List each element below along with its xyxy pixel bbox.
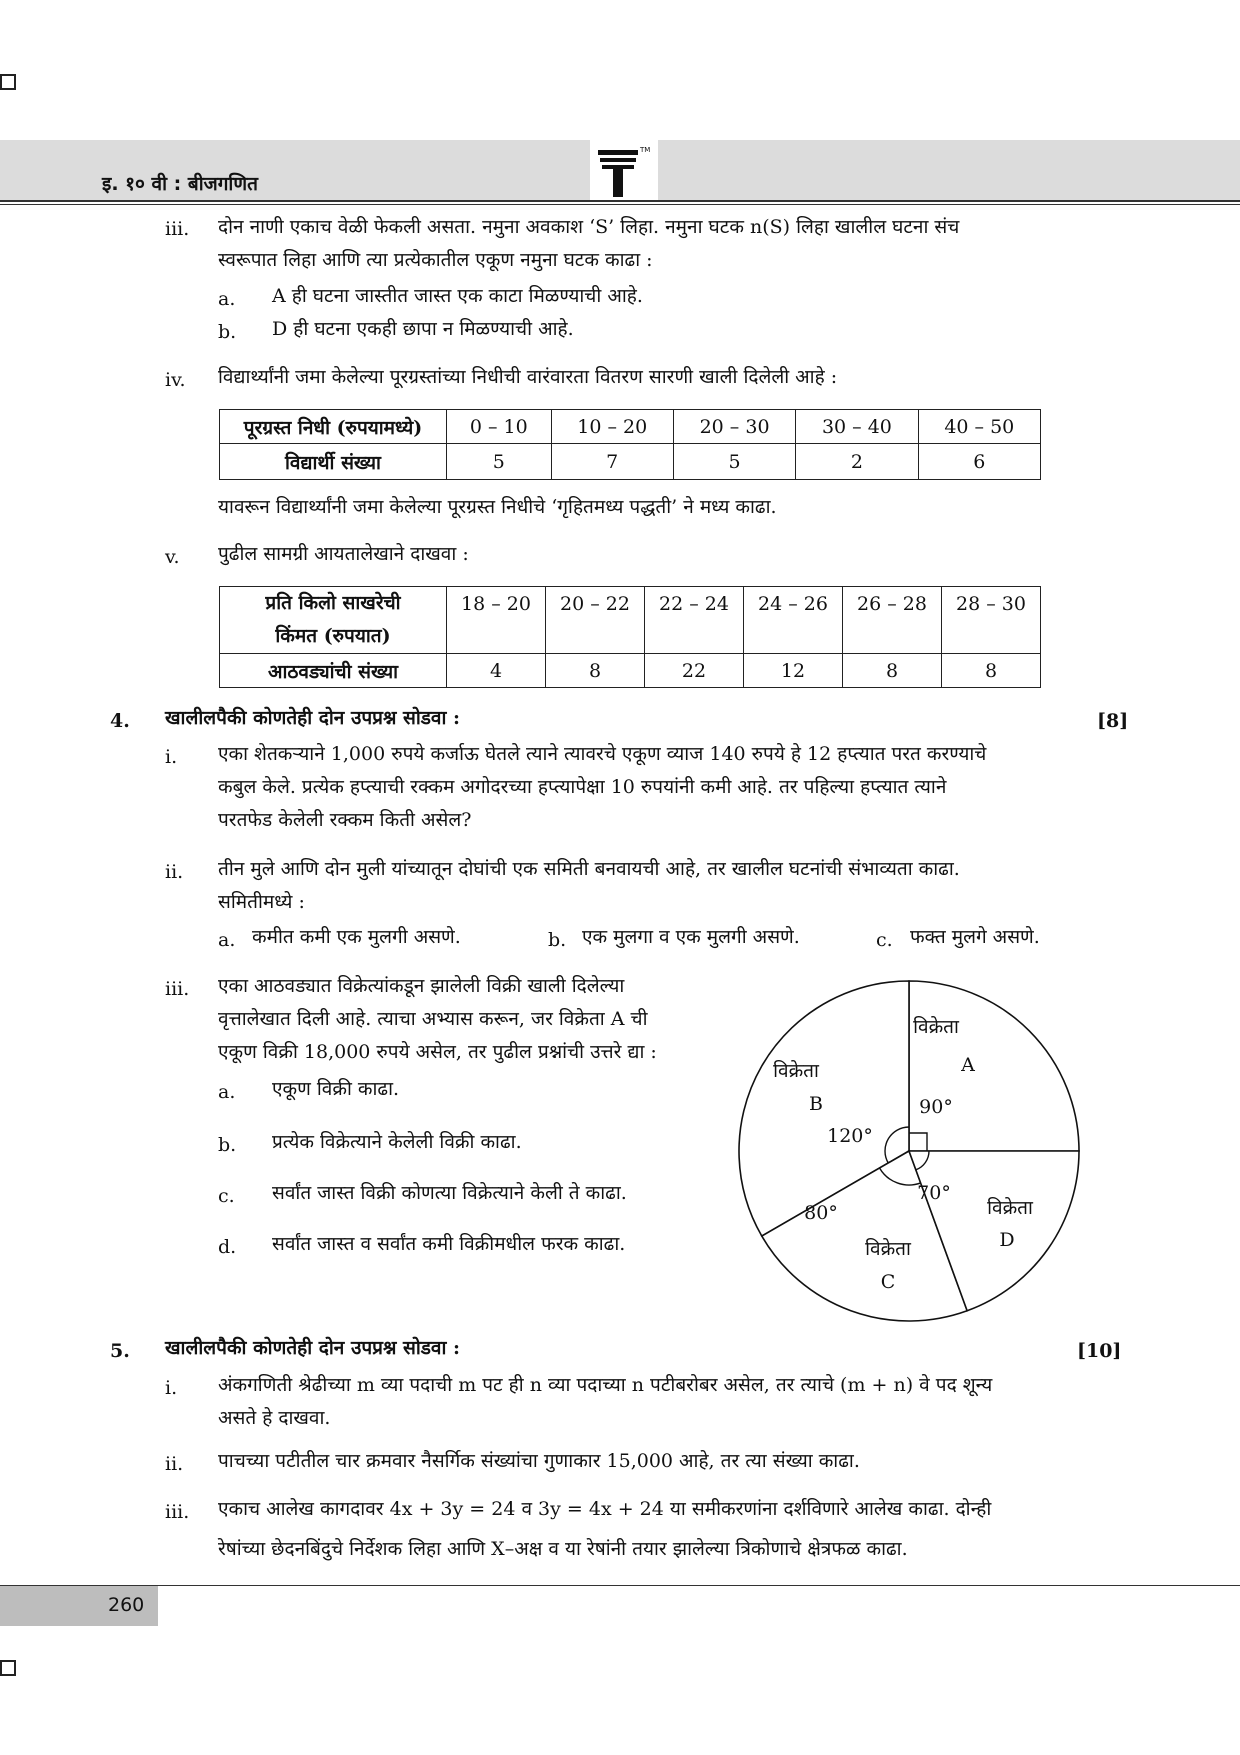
publisher-logo-icon: [590, 140, 658, 200]
table-cell: 20 – 30: [673, 410, 795, 444]
table-cell: 8: [942, 654, 1041, 688]
q3-iii-number: iii.: [165, 218, 190, 240]
q4-ii-line1: तीन मुले आणि दोन मुली यांच्यातून दोघांची एक समिती बनवायची आहे, तर खालील घटनांची संभाव्यता काढा.: [218, 858, 960, 880]
q4-i-line1: एका शेतकऱ्याने 1,000 रुपये कर्जाऊ घेतले त्याने त्यावरचे एकूण व्याज 140 रुपये हे 12 हप्त्यात परत करण्याचे: [218, 743, 987, 765]
slice-angle-d: 70°: [917, 1182, 951, 1204]
q4-ii-b-text: एक मुलगा व एक मुलगी असणे.: [582, 926, 800, 948]
table-cell: 26 – 28: [843, 587, 942, 654]
table-head-cell: [220, 587, 447, 654]
slice-angle-c: 80°: [804, 1202, 838, 1224]
table-cell: 30 – 40: [796, 410, 918, 444]
slice-letter-c: C: [880, 1271, 896, 1293]
q5-i-number: i.: [165, 1377, 178, 1399]
q4-ii-line2: समितीमध्ये :: [218, 891, 305, 913]
q4-number: 4.: [110, 710, 130, 732]
table-cell: 5: [673, 444, 795, 480]
slice-label-c: विक्रेता: [865, 1238, 911, 1260]
q4-iii-b-label: b.: [218, 1134, 237, 1156]
q4-iii-d-text: सर्वांत जास्त व सर्वांत कमी विक्रीमधील फरक काढा.: [272, 1233, 626, 1255]
q4-title: खालीलपैकी कोणतेही दोन उपप्रश्न सोडवा :: [165, 707, 461, 729]
q4-iii-line1: एका आठवड्यात विक्रेत्यांकडून झालेली विक्री खाली दिलेल्या: [218, 975, 625, 997]
header-title: इ. १० वी : बीजगणित: [102, 173, 258, 195]
q5-i-line2: असते हे दाखवा.: [218, 1407, 331, 1429]
q4-i-line2: कबुल केले. प्रत्येक हप्त्याची रक्कम अगोदरच्या हप्त्यापेक्षा 10 रुपयांनी कमी आहे. तर पहिल्या हप्त्यात त्याने: [218, 776, 947, 798]
q4-iii-line3: एकूण विक्री 18,000 रुपये असेल, तर पुढील प्रश्नांची उत्तरे द्या :: [218, 1041, 657, 1063]
table-cell: 40 – 50: [918, 410, 1040, 444]
slice-label-a: विक्रेता: [913, 1016, 959, 1038]
q4-ii-a-text: कमीत कमी एक मुलगी असणे.: [252, 926, 461, 948]
q3-v-number: v.: [165, 546, 180, 568]
table-cell: 28 – 30: [942, 587, 1041, 654]
q4-i-number: i.: [165, 746, 178, 768]
q4-iii-c-text: सर्वांत जास्त विक्री कोणत्या विक्रेत्याने केली ते काढा.: [272, 1182, 627, 1204]
table-head-line: प्रति किलो साखरेची: [265, 592, 401, 614]
q3-iv-number: iv.: [165, 369, 186, 391]
table-cell: 10 – 20: [551, 410, 673, 444]
q3-iii-b-label: b.: [218, 321, 237, 343]
slice-angle-a: 90°: [919, 1096, 953, 1118]
table-cell: 8: [843, 654, 942, 688]
slice-label-d: विक्रेता: [987, 1197, 1033, 1219]
table-cell: 18 – 20: [447, 587, 546, 654]
q4-iii-line2: वृत्तालेखात दिली आहे. त्याचा अभ्यास करून, जर विक्रेता A ची: [218, 1008, 648, 1030]
pie-slice-a: [909, 981, 1079, 1151]
q4-i-line3: परतफेड केलेली रक्कम किती असेल?: [218, 809, 472, 831]
q4-iii-a-text: एकूण विक्री काढा.: [272, 1078, 400, 1100]
q4-iii-c-label: c.: [218, 1185, 235, 1207]
table-cell: 12: [744, 654, 843, 688]
q5-iii-line2: रेषांच्या छेदनबिंदुचे निर्देशक लिहा आणि X–अक्ष व या रेषांनी तयार झालेल्या त्रिकोणाचे क्षेत्रफळ काढा.: [218, 1538, 908, 1560]
table-cell: 20 – 22: [546, 587, 645, 654]
table-head-line: किंमत (रुपयात): [275, 625, 391, 647]
q3-iv-after: यावरून विद्यार्थ्यांनी जमा केलेल्या पूरग्रस्त निधीचे ‘गृहितमध्य पद्धती’ ने मध्य काढा.: [218, 496, 777, 518]
q5-i-line1: अंकगणिती श्रेढीच्या m व्या पदाची m पट ही n व्या पदाच्या n पटीबरोबर असेल, तर त्याचे (m + n) वे पद शून्य: [218, 1374, 993, 1396]
fund-frequency-table: [219, 409, 1041, 480]
q4-marks: [8]: [1097, 710, 1129, 732]
q3-iii-b-text: D ही घटना एकही छापा न मिळण्याची आहे.: [272, 318, 574, 340]
table-cell: 4: [447, 654, 546, 688]
svg-text:TM: TM: [640, 146, 651, 154]
crop-mark-bottom: [0, 1660, 16, 1676]
table-cell: 24 – 26: [744, 587, 843, 654]
q3-iii-a-label: a.: [218, 288, 236, 310]
q3-iii-a-text: A ही घटना जास्तीत जास्त एक काटा मिळण्याची आहे.: [272, 285, 643, 307]
q4-iii-b-text: प्रत्येक विक्रेत्याने केलेली विक्री काढा.: [272, 1131, 522, 1153]
sugar-price-table: [219, 586, 1041, 688]
table-head-cell: विद्यार्थी संख्या: [220, 444, 447, 480]
crop-mark-top: [0, 74, 16, 90]
footer-rule: [0, 1585, 1240, 1586]
header-rule-thin: [0, 204, 1240, 205]
q5-number: 5.: [110, 1340, 130, 1362]
q3-iii-line2: स्वरूपात लिहा आणि त्या प्रत्येकातील एकूण नमुना घटक काढा :: [218, 249, 653, 271]
q4-ii-b-label: b.: [548, 929, 567, 951]
table-cell: 22: [645, 654, 744, 688]
q5-title: खालीलपैकी कोणतेही दोन उपप्रश्न सोडवा :: [165, 1337, 461, 1359]
q4-iii-d-label: d.: [218, 1236, 237, 1258]
table-cell: 8: [546, 654, 645, 688]
table-cell: 0 – 10: [447, 410, 552, 444]
table-cell: 22 – 24: [645, 587, 744, 654]
q5-iii-number: iii.: [165, 1501, 190, 1523]
q5-ii-number: ii.: [165, 1453, 184, 1475]
table-cell: 2: [796, 444, 918, 480]
table-cell: 5: [447, 444, 552, 480]
slice-angle-b: 120°: [827, 1125, 873, 1147]
slice-letter-b: B: [809, 1093, 823, 1115]
table-head-cell: पूरग्रस्त निधी (रुपयामध्ये): [220, 410, 447, 444]
q4-ii-number: ii.: [165, 861, 184, 883]
q4-iii-number: iii.: [165, 978, 190, 1000]
q3-v-line1: पुढील सामग्री आयतालेखाने दाखवा :: [218, 543, 469, 565]
slice-letter-a: A: [961, 1054, 975, 1076]
table-cell: 6: [918, 444, 1040, 480]
q4-iii-a-label: a.: [218, 1081, 236, 1103]
q4-ii-c-label: c.: [876, 929, 893, 951]
header-rule: [0, 200, 1240, 202]
slice-label-b: विक्रेता: [773, 1060, 819, 1082]
q5-marks: [10]: [1077, 1340, 1122, 1362]
page-number: 260: [108, 1594, 145, 1616]
slice-letter-d: D: [999, 1229, 1015, 1251]
q4-ii-c-text: फक्त मुलगे असणे.: [910, 926, 1040, 948]
table-cell: 7: [551, 444, 673, 480]
q3-iii-line1: दोन नाणी एकाच वेळी फेकली असता. नमुना अवकाश ‘S’ लिहा. नमुना घटक n(S) लिहा खालील घटना संच: [218, 216, 960, 238]
q3-iv-line1: विद्यार्थ्यांनी जमा केलेल्या पूरग्रस्तांच्या निधीची वारंवारता वितरण सारणी खाली दिलेली आहे :: [218, 366, 838, 388]
q5-iii-line1: एकाच आलेख कागदावर 4x + 3y = 24 व 3y = 4x + 24 या समीकरणांना दर्शविणारे आलेख काढा. दोन्ही: [218, 1498, 992, 1520]
q5-ii-line1: पाचच्या पटीतील चार क्रमवार नैसर्गिक संख्यांचा गुणाकार 15,000 आहे, तर त्या संख्या काढा.: [218, 1450, 860, 1472]
sales-pie-chart: [730, 960, 1100, 1330]
table-head-cell: आठवड्यांची संख्या: [220, 654, 447, 688]
q4-ii-a-label: a.: [218, 929, 236, 951]
